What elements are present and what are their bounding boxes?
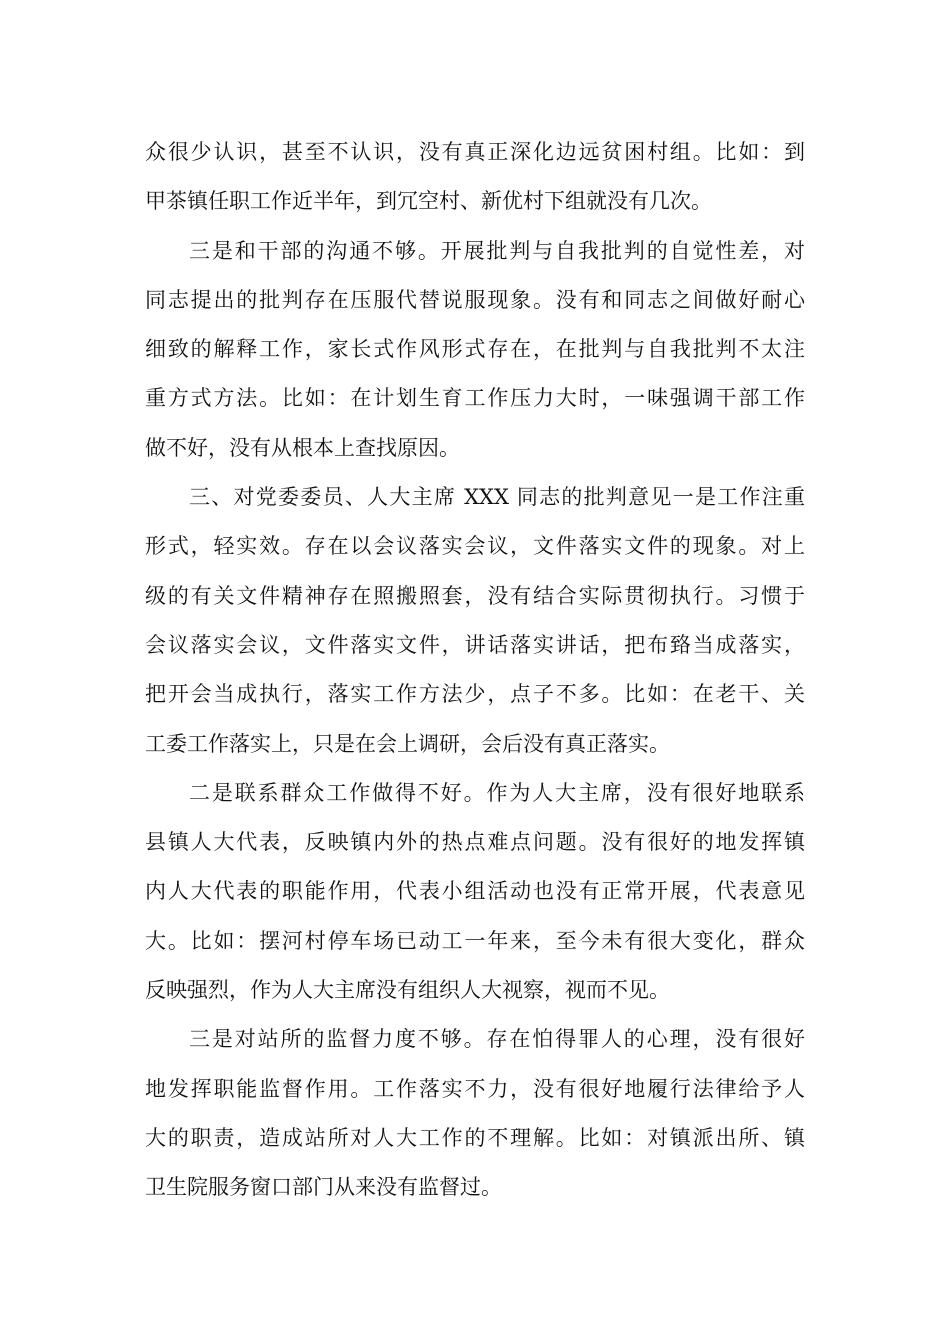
text-line: 反映强烈，作为人大主席没有组织人大视察，视而不见。 [145,978,670,1003]
text-line: 地发挥职能监督作用。工作落实不力，没有很好地履行法律给予人 [145,1076,805,1101]
text-line: 大的职责，造成站所对人大工作的不理解。比如：对镇派出所、镇 [145,1125,805,1150]
text-line: 三是和干部的沟通不够。开展批判与自我批判的自觉性差，对 [189,238,805,263]
text-line: 工委工作落实上，只是在会上调研，会后没有真正落实。 [145,731,670,756]
text-line: 把开会当成执行，落实工作方法少，点子不多。比如：在老干、关 [145,682,805,707]
text-line: 三、对党委委员、人大主席 XXX 同志的批判意见一是工作注重 [189,485,805,510]
text-line: 卫生院服务窗口部门从来没有监督过。 [145,1175,502,1200]
text-line: 会议落实会议，文件落实文件，讲话落实讲话，把布臵当成落实， [145,632,805,657]
text-line: 三是对站所的监督力度不够。存在怕得罪人的心理，没有很好 [189,1027,805,1052]
text-line: 甲茶镇任职工作近半年，到冗空村、新优村下组就没有几次。 [145,189,712,214]
text-line: 大。比如：摆河村停车场已动工一年来，至今未有很大变化，群众 [145,928,805,953]
text-line: 重方式方法。比如：在计划生育工作压力大时，一味强调干部工作 [145,386,805,411]
text-line: 二是联系群众工作做得不好。作为人大主席，没有很好地联系 [189,780,805,805]
text-line: 同志提出的批判存在压服代替说服现象。没有和同志之间做好耐心 [145,287,805,312]
text-line: 内人大代表的职能作用，代表小组活动也没有正常开展，代表意见 [145,879,805,904]
text-line: 级的有关文件精神存在照搬照套，没有结合实际贯彻执行。习惯于 [145,583,805,608]
document-body [145,128,805,1213]
text-line: 做不好，没有从根本上查找原因。 [145,435,460,460]
text-line: 细致的解释工作，家长式作风形式存在，在批判与自我批判不太注 [145,337,805,362]
text-line: 县镇人大代表，反映镇内外的热点难点问题。没有很好的地发挥镇 [145,830,805,855]
text-line: 形式，轻实效。存在以会议落实会议，文件落实文件的现象。对上 [145,534,805,559]
text-line: 众很少认识，甚至不认识，没有真正深化边远贫困村组。比如：到 [145,140,805,164]
